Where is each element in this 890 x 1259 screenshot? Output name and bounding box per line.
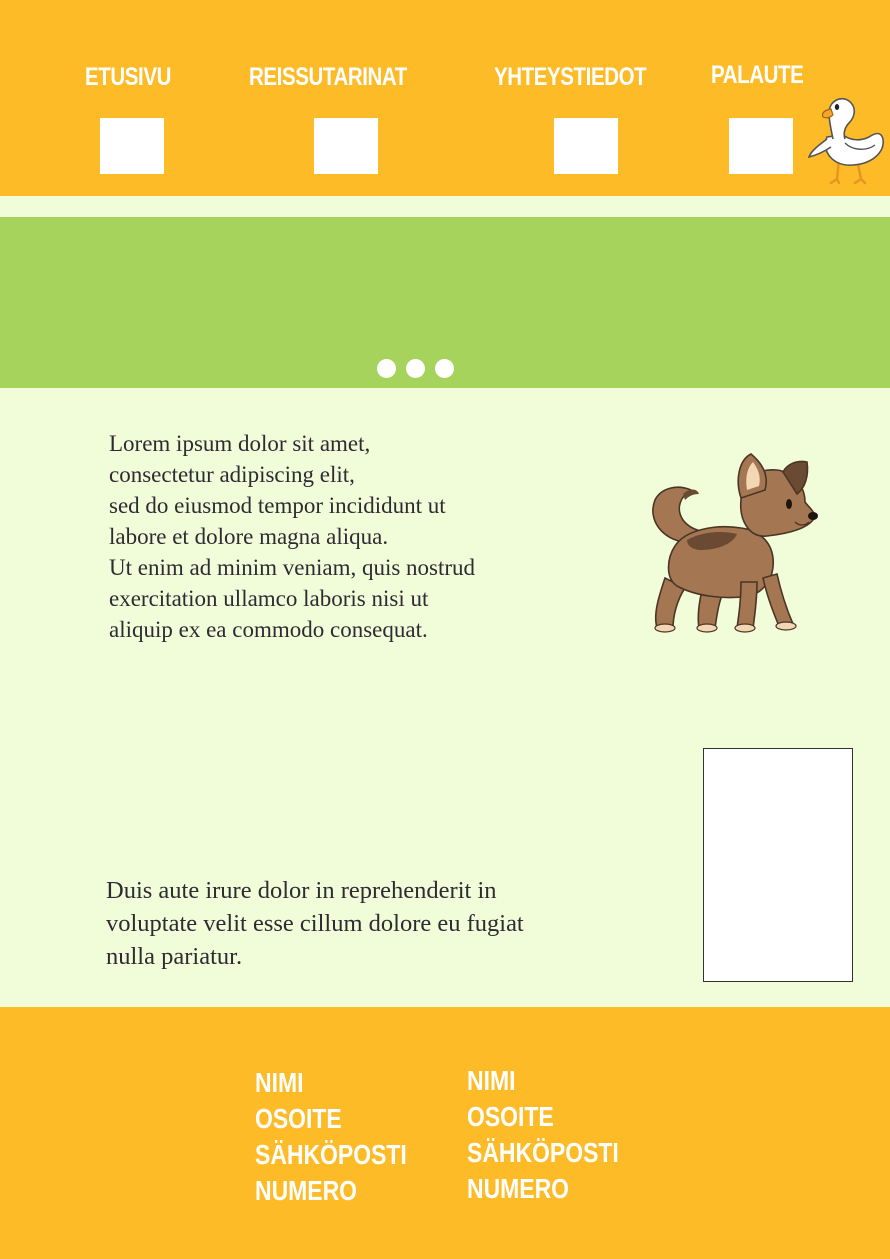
secondary-paragraph (106, 874, 606, 973)
contact-email[interactable]: SÄHKÖPOSTI (255, 1139, 407, 1170)
intro-line: Lorem ipsum dolor sit amet, (109, 431, 371, 456)
contact-name: NIMI (467, 1065, 516, 1096)
slider-dot-3[interactable] (435, 359, 454, 378)
contact-email[interactable]: SÄHKÖPOSTI (467, 1137, 619, 1168)
nav-label-etusivu[interactable]: ETUSIVU (85, 63, 171, 91)
contact-phone[interactable]: NUMERO (467, 1173, 570, 1204)
nav-label-yhteystiedot[interactable]: YHTEYSTIEDOT (494, 63, 647, 91)
intro-line: consectetur adipiscing elit, (109, 462, 355, 487)
contact-phone[interactable]: NUMERO (255, 1175, 358, 1206)
secondary-line: nulla pariatur. (106, 943, 243, 970)
nav-label-palaute[interactable]: PALAUTE (711, 61, 804, 89)
slider-dot-1[interactable] (377, 359, 396, 378)
contact-address: OSOITE (255, 1103, 342, 1134)
contact-name: NIMI (255, 1067, 304, 1098)
contact-card-1 (255, 1065, 407, 1209)
nav-thumbnail-yhteystiedot[interactable] (554, 118, 618, 174)
contact-card-2 (467, 1063, 619, 1207)
dog-icon (645, 450, 820, 635)
intro-line: Ut enim ad minim veniam, quis nostrud (109, 555, 476, 580)
slider-dots (377, 359, 454, 378)
secondary-line: voluptate velit esse cillum dolore eu fugiat (106, 910, 524, 937)
slider-dot-2[interactable] (406, 359, 425, 378)
image-placeholder (703, 748, 853, 982)
duck-icon (805, 93, 887, 187)
intro-line: exercitation ullamco laboris nisi ut (109, 586, 429, 611)
nav-label-reissutarinat[interactable]: REISSUTARINAT (249, 63, 407, 91)
nav-thumbnail-etusivu[interactable] (100, 118, 164, 174)
contact-address: OSOITE (467, 1101, 554, 1132)
intro-line: aliquip ex ea commodo consequat. (109, 617, 428, 642)
intro-paragraph (109, 428, 579, 645)
nav-thumbnail-reissutarinat[interactable] (314, 118, 378, 174)
intro-line: sed do eiusmod tempor incididunt ut (109, 493, 446, 518)
nav-thumbnail-palaute[interactable] (729, 118, 793, 174)
intro-line: labore et dolore magna aliqua. (109, 524, 389, 549)
header (0, 0, 890, 196)
footer (0, 1007, 890, 1259)
secondary-line: Duis aute irure dolor in reprehenderit in (106, 877, 497, 904)
